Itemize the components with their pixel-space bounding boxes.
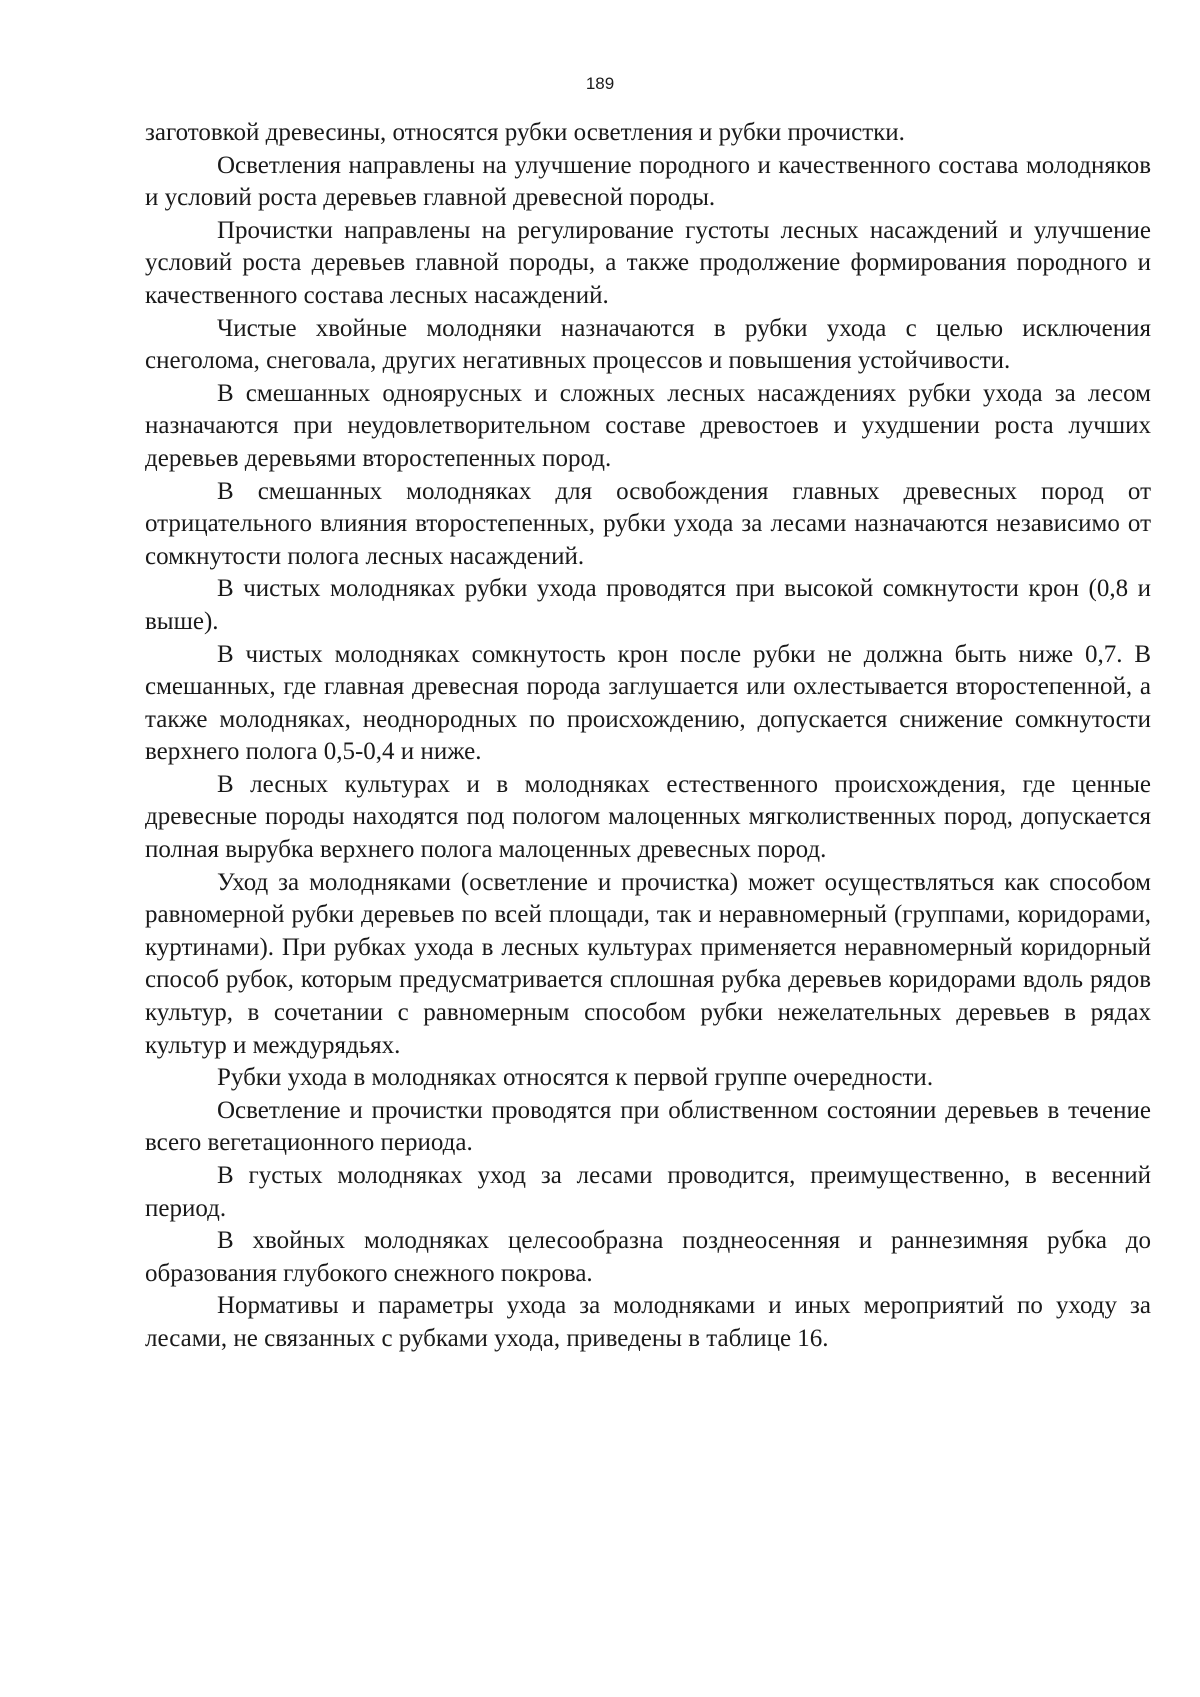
paragraph: В чистых молодняках рубки ухода проводятся при высокой сомкнутости крон (0,8 и выше).: [145, 575, 1151, 635]
paragraph: Чистые хвойные молодняки назначаются в рубки ухода с целью исключения снеголома, снеговала, других негативных процессов и повышения устойчивости.: [145, 314, 1151, 375]
paragraph: В чистых молодняках сомкнутость крон после рубки не должна быть ниже 0,7. В смешанных, где главная древесная порода заглушается или охлестывается второстепенной, а также молодняках, неоднородных по происхождению, допускается снижение сомкнутости верхнего полога 0,5-0,4 и ниже.: [145, 640, 1151, 766]
paragraph: Осветление и прочистки проводятся при облиственном состоянии деревьев в течение всего вегетационного периода.: [145, 1096, 1151, 1157]
paragraph: В хвойных молодняках целесообразна позднеосенняя и раннезимняя рубка до образования глубокого снежного покрова.: [145, 1227, 1151, 1287]
paragraph: Осветления направлены на улучшение породного и качественного состава молодняков и условий роста деревьев главной древесной породы.: [145, 151, 1151, 212]
paragraph: В смешанных молодняках для освобождения главных древесных пород от отрицательного влияния второстепенных, рубки ухода за лесами назначаются независимо от сомкнутости полога лесных насаждений.: [145, 477, 1151, 570]
paragraph: Рубки ухода в молодняках относятся к первой группе очередности.: [217, 1064, 934, 1092]
body-text: [145, 117, 1151, 1356]
paragraph: В густых молодняках уход за лесами проводится, преимущественно, в весенний период.: [145, 1162, 1151, 1222]
paragraph: В лесных культурах и в молодняках естественного происхождения, где ценные древесные породы находятся под пологом малоценных мягколиственных пород, допускается полная вырубка верхнего полога малоценных древесных пород.: [145, 770, 1151, 864]
paragraph: Прочистки направлены на регулирование густоты лесных насаждений и улучшение условий роста деревьев главной породы, а также продолжение формирования породного и качественного состава лесных насаждений.: [145, 216, 1151, 309]
page-number: 189: [585, 74, 615, 93]
paragraph: В смешанных одноярусных и сложных лесных насаждениях рубки ухода за лесом назначаются при неудовлетворительном составе древостоев и ухудшении роста лучших деревьев деревьями второстепенных пород.: [145, 379, 1151, 472]
paragraph: Нормативы и параметры ухода за молодняками и иных мероприятий по уходу за лесами, не связанных с рубками ухода, приведены в таблице 16.: [145, 1292, 1151, 1352]
paragraph: Уход за молодняками (осветление и прочистка) может осуществляться как способом равномерной рубки деревьев по всей площади, так и неравномерный (группами, коридорами, куртинами). При рубках ухода в лесных культурах применяется неравномерный коридорный способ рубок, которым предусматривается сплошная рубка деревьев коридорами вдоль рядов культур, в сочетании с равномерным способом рубки нежелательных деревьев в рядах культур и междурядьях.: [145, 868, 1151, 1059]
paragraph-continuation: заготовкой древесины, относятся рубки осветления и рубки прочистки.: [145, 119, 905, 146]
